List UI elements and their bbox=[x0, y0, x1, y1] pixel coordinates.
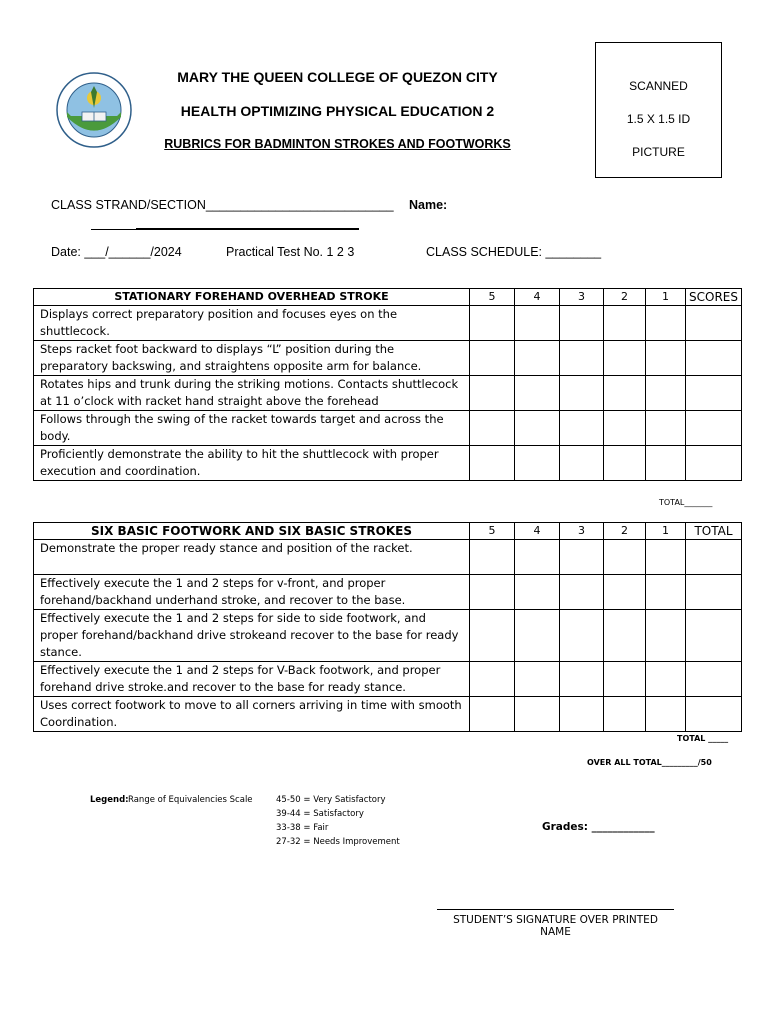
table-row bbox=[34, 306, 742, 341]
score-cell[interactable] bbox=[560, 376, 604, 411]
id-box-line-1: SCANNED bbox=[629, 79, 688, 93]
class-schedule-field[interactable]: CLASS SCHEDULE: ________ bbox=[426, 245, 602, 259]
score-cell[interactable] bbox=[515, 575, 560, 610]
table-row bbox=[34, 446, 742, 481]
score-cell[interactable] bbox=[560, 697, 604, 732]
score-cell[interactable] bbox=[515, 306, 560, 341]
score-total-cell[interactable] bbox=[686, 540, 742, 575]
legend-item: 39-44 = Satisfactory bbox=[276, 809, 364, 819]
legend-subtitle: Range of Equivalencies Scale bbox=[128, 795, 253, 805]
criterion-text: Demonstrate the proper ready stance and position of the racket. bbox=[34, 540, 470, 575]
score-total-cell[interactable] bbox=[686, 662, 742, 697]
table-title: SIX BASIC FOOTWORK AND SIX BASIC STROKES bbox=[34, 523, 470, 540]
scale-2: 2 bbox=[604, 289, 646, 306]
score-cell[interactable] bbox=[604, 446, 646, 481]
rubric-title: RUBRICS FOR BADMINTON STROKES AND FOOTWORKS bbox=[164, 137, 511, 151]
scale-5: 5 bbox=[470, 523, 515, 540]
score-cell[interactable] bbox=[646, 662, 686, 697]
score-cell[interactable] bbox=[470, 411, 515, 446]
school-name: MARY THE QUEEN COLLEGE OF QUEZON CITY bbox=[177, 69, 498, 85]
scale-2: 2 bbox=[604, 523, 646, 540]
score-cell[interactable] bbox=[560, 411, 604, 446]
score-cell[interactable] bbox=[515, 697, 560, 732]
criterion-text: Displays correct preparatory position and focuses eyes on the shuttlecock. bbox=[34, 306, 470, 341]
class-strand-section-field[interactable]: CLASS STRAND/SECTION___________________________ bbox=[51, 198, 394, 212]
scale-4: 4 bbox=[515, 523, 560, 540]
legend-title: Legend: bbox=[90, 795, 129, 805]
score-cell[interactable] bbox=[470, 446, 515, 481]
table-row bbox=[34, 341, 742, 376]
table-title: STATIONARY FOREHAND OVERHEAD STROKE bbox=[34, 289, 470, 306]
underline-rule-thin bbox=[91, 229, 136, 230]
score-cell[interactable] bbox=[604, 540, 646, 575]
score-total-cell[interactable] bbox=[686, 341, 742, 376]
score-total-cell[interactable] bbox=[686, 306, 742, 341]
footwork-strokes-rubric-table bbox=[33, 522, 742, 732]
score-total-cell[interactable] bbox=[686, 610, 742, 662]
table-row bbox=[34, 376, 742, 411]
forehand-stroke-rubric-table bbox=[33, 288, 742, 481]
table-row bbox=[34, 540, 742, 575]
score-cell[interactable] bbox=[470, 575, 515, 610]
score-cell[interactable] bbox=[560, 446, 604, 481]
score-cell[interactable] bbox=[470, 306, 515, 341]
score-cell[interactable] bbox=[515, 376, 560, 411]
table-row bbox=[34, 697, 742, 732]
score-cell[interactable] bbox=[646, 341, 686, 376]
id-picture-box bbox=[595, 42, 722, 178]
score-cell[interactable] bbox=[646, 446, 686, 481]
scale-3: 3 bbox=[560, 289, 604, 306]
table-row bbox=[34, 610, 742, 662]
score-cell[interactable] bbox=[515, 411, 560, 446]
score-total-cell[interactable] bbox=[686, 446, 742, 481]
table1-total-label: TOTAL_______ bbox=[659, 498, 713, 507]
score-cell[interactable] bbox=[515, 540, 560, 575]
total-header: TOTAL bbox=[686, 523, 742, 540]
score-total-cell[interactable] bbox=[686, 411, 742, 446]
table-row bbox=[34, 575, 742, 610]
criterion-text: Effectively execute the 1 and 2 steps for v-front, and proper forehand/backhand underhand stroke, and recover to the base. bbox=[34, 575, 470, 610]
criterion-text: Proficiently demonstrate the ability to hit the shuttlecock with proper execution and coordination. bbox=[34, 446, 470, 481]
criterion-text: Effectively execute the 1 and 2 steps for V-Back footwork, and proper forehand drive stroke.and recover to the base for ready stance. bbox=[34, 662, 470, 697]
table-row bbox=[34, 662, 742, 697]
scale-1: 1 bbox=[646, 523, 686, 540]
overall-total-label: OVER ALL TOTAL_________/50 bbox=[587, 758, 712, 767]
table-header-row bbox=[34, 523, 742, 540]
grades-field[interactable]: Grades: ____________ bbox=[542, 821, 655, 833]
legend-item: 45-50 = Very Satisfactory bbox=[276, 795, 386, 805]
score-cell[interactable] bbox=[470, 341, 515, 376]
criterion-text: Uses correct footwork to move to all corners arriving in time with smooth Coordination. bbox=[34, 697, 470, 732]
id-box-line-2: 1.5 X 1.5 ID bbox=[626, 112, 691, 126]
legend-item: 27-32 = Needs Improvement bbox=[276, 837, 400, 847]
scale-5: 5 bbox=[470, 289, 515, 306]
score-cell[interactable] bbox=[646, 575, 686, 610]
scores-header: SCORES bbox=[686, 289, 742, 306]
score-cell[interactable] bbox=[646, 411, 686, 446]
score-cell[interactable] bbox=[470, 376, 515, 411]
score-cell[interactable] bbox=[646, 306, 686, 341]
score-cell[interactable] bbox=[560, 610, 604, 662]
criterion-text: Follows through the swing of the racket towards target and across the body. bbox=[34, 411, 470, 446]
score-cell[interactable] bbox=[515, 446, 560, 481]
score-cell[interactable] bbox=[604, 610, 646, 662]
signature-label: STUDENT’S SIGNATURE OVER PRINTED NAME bbox=[453, 914, 658, 938]
score-cell[interactable] bbox=[604, 697, 646, 732]
score-cell[interactable] bbox=[560, 341, 604, 376]
date-field[interactable]: Date: ___/______/2024 bbox=[51, 245, 182, 259]
scale-4: 4 bbox=[515, 289, 560, 306]
subject-title: HEALTH OPTIMIZING PHYSICAL EDUCATION 2 bbox=[180, 103, 495, 119]
practical-test-number: Practical Test No. 1 2 3 bbox=[226, 245, 355, 259]
score-cell[interactable] bbox=[470, 540, 515, 575]
score-cell[interactable] bbox=[646, 610, 686, 662]
table-row bbox=[34, 411, 742, 446]
score-cell[interactable] bbox=[604, 306, 646, 341]
score-cell[interactable] bbox=[604, 376, 646, 411]
signature-line[interactable] bbox=[437, 909, 674, 910]
score-cell[interactable] bbox=[470, 662, 515, 697]
score-cell[interactable] bbox=[470, 610, 515, 662]
legend-item: 33-38 = Fair bbox=[276, 823, 329, 833]
criterion-text: Steps racket foot backward to displays “L” position during the preparatory backswing, and straightens opposite arm for balance. bbox=[34, 341, 470, 376]
score-cell[interactable] bbox=[560, 662, 604, 697]
id-box-line-3: PICTURE bbox=[632, 145, 685, 159]
table2-total-label: TOTAL _____ bbox=[677, 734, 729, 743]
scale-3: 3 bbox=[560, 523, 604, 540]
score-cell[interactable] bbox=[515, 610, 560, 662]
score-total-cell[interactable] bbox=[686, 376, 742, 411]
score-cell[interactable] bbox=[515, 662, 560, 697]
score-cell[interactable] bbox=[515, 341, 560, 376]
score-cell[interactable] bbox=[646, 697, 686, 732]
score-total-cell[interactable] bbox=[686, 697, 742, 732]
name-field-label: Name: bbox=[409, 198, 448, 212]
scale-1: 1 bbox=[646, 289, 686, 306]
table-header-row bbox=[34, 289, 742, 306]
score-cell[interactable] bbox=[560, 575, 604, 610]
score-total-cell[interactable] bbox=[686, 575, 742, 610]
underline-rule bbox=[136, 228, 359, 230]
score-cell[interactable] bbox=[560, 306, 604, 341]
score-cell[interactable] bbox=[646, 540, 686, 575]
score-cell[interactable] bbox=[604, 662, 646, 697]
score-cell[interactable] bbox=[604, 341, 646, 376]
score-cell[interactable] bbox=[604, 411, 646, 446]
criterion-text: Rotates hips and trunk during the striking motions. Contacts shuttlecock at 11 o’clock with racket hand straight above the forehead bbox=[34, 376, 470, 411]
score-cell[interactable] bbox=[646, 376, 686, 411]
score-cell[interactable] bbox=[470, 697, 515, 732]
criterion-text: Effectively execute the 1 and 2 steps for side to side footwork, and proper forehand/backhand drive strokeand recover to the base for ready stance. bbox=[34, 610, 470, 662]
score-cell[interactable] bbox=[560, 540, 604, 575]
score-cell[interactable] bbox=[604, 575, 646, 610]
